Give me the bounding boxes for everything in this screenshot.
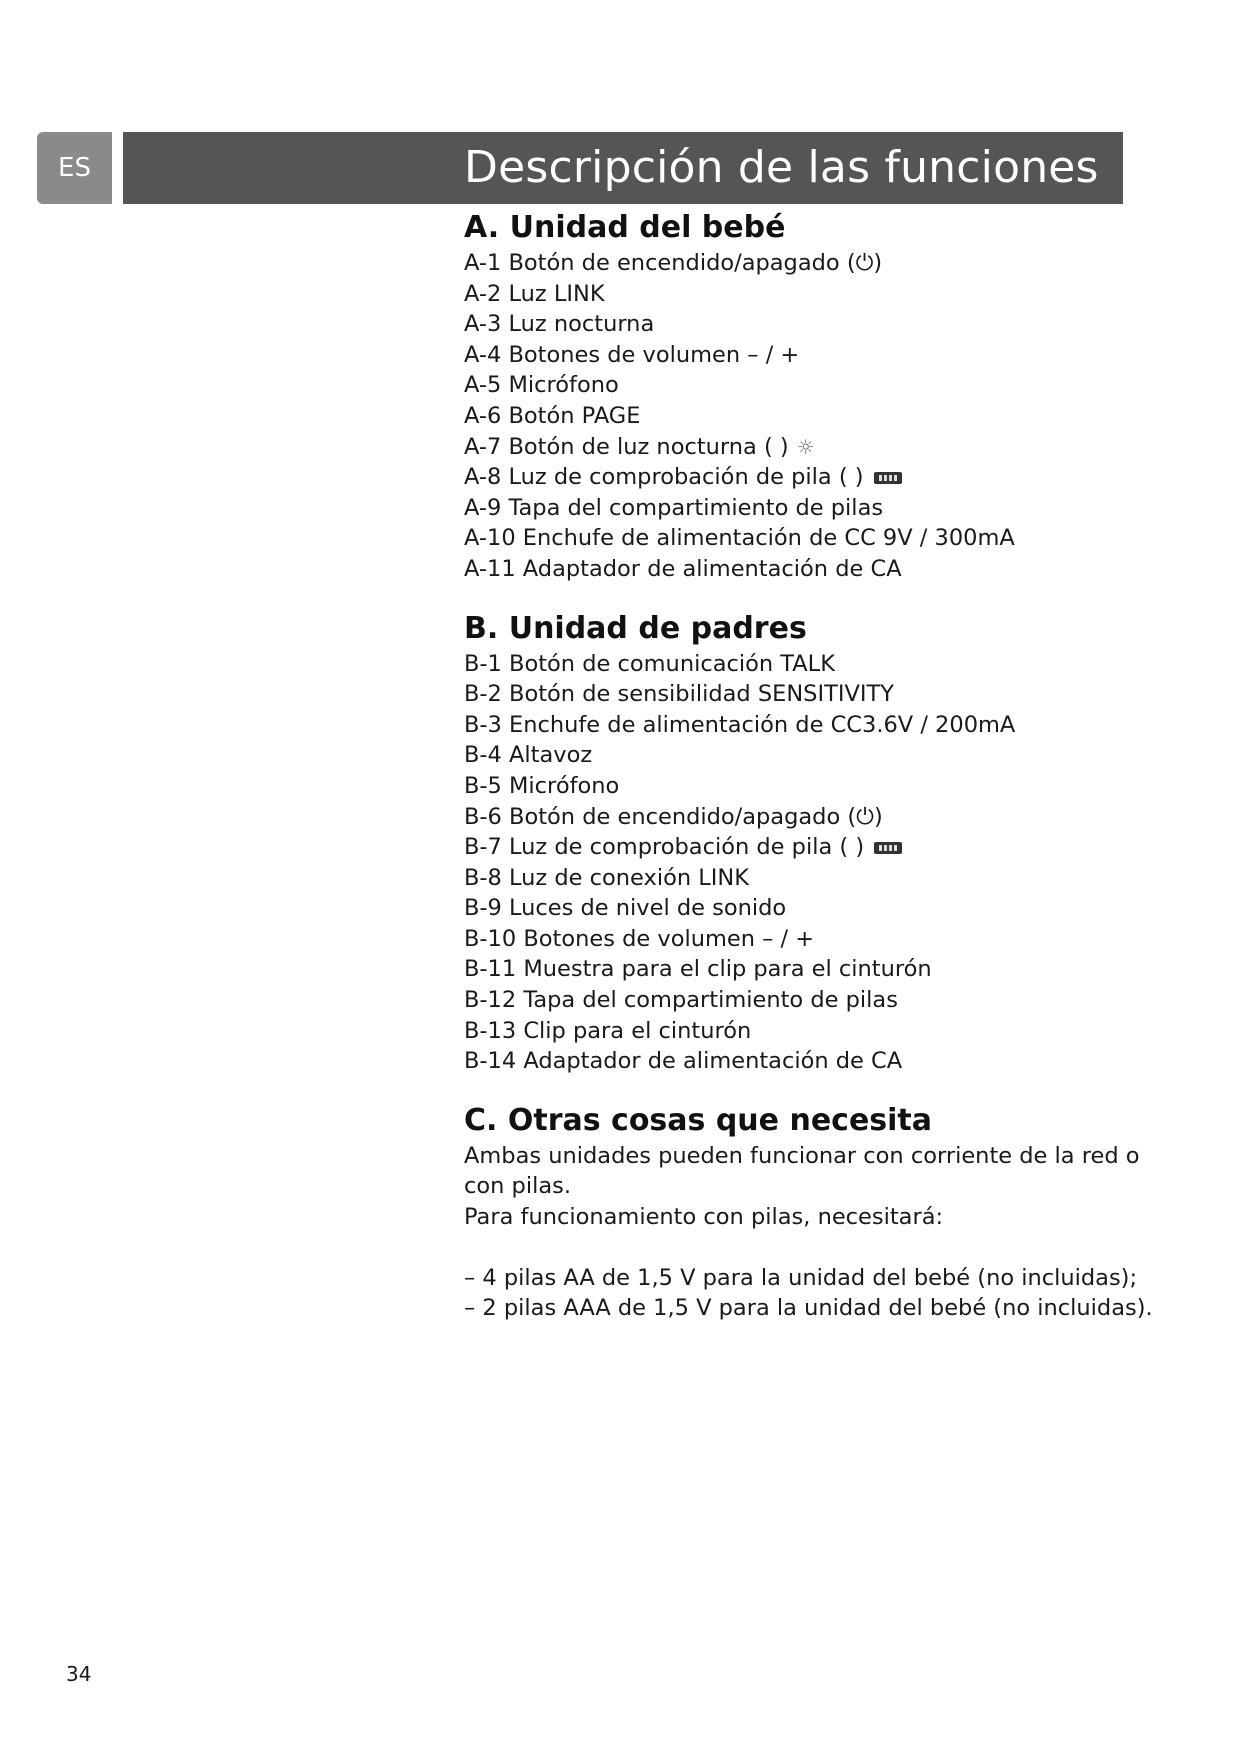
section-baby-unit: [464, 210, 1164, 585]
list-item: A-4 Botones de volumen – / +: [464, 341, 800, 368]
language-tab: ES: [37, 132, 112, 204]
list-item: A-3 Luz nocturna: [464, 311, 655, 338]
list-item-text: A-7 Botón de luz nocturna ( ): [464, 433, 789, 460]
list-item: B-11 Muestra para el clip para el cinturón: [464, 956, 932, 983]
battery-icon: [874, 842, 902, 854]
bullet-item: – 4 pilas AA de 1,5 V para la unidad del bebé (no incluidas);: [464, 1264, 1138, 1291]
section-title-b: B. Unidad de padres: [464, 610, 807, 646]
list-item: B-5 Micrófono: [464, 772, 620, 799]
list-item: B-4 Altavoz: [464, 742, 593, 769]
list-item: B-13 Clip para el cinturón: [464, 1017, 752, 1044]
paragraph: con pilas.: [464, 1173, 571, 1200]
content: [464, 210, 1164, 1350]
list-item: B-14 Adaptador de alimentación de CA: [464, 1048, 903, 1075]
list-item-text: B-7 Luz de comprobación de pila ( ): [464, 834, 865, 861]
list-item: A-10 Enchufe de alimentación de CC 9V / 300mA: [464, 525, 1015, 552]
paragraph: Para funcionamiento con pilas, necesitará:: [464, 1204, 944, 1231]
night-light-icon: ☼: [796, 434, 815, 459]
list-item-battery: [464, 462, 1164, 493]
list-item: A-5 Micrófono: [464, 372, 619, 399]
list-item: B-3 Enchufe de alimentación de CC3.6V / 200mA: [464, 711, 1016, 738]
list-item: B-2 Botón de sensibilidad SENSITIVITY: [464, 681, 894, 708]
baby-unit-list: [464, 248, 1164, 585]
list-item-text: A-8 Luz de comprobación de pila ( ): [464, 464, 864, 491]
list-item: B-12 Tapa del compartimiento de pilas: [464, 987, 898, 1014]
battery-icon: [874, 472, 902, 484]
list-item: A-9 Tapa del compartimiento de pilas: [464, 494, 884, 521]
list-item: A-1 Botón de encendido/apagado (⏻): [464, 250, 883, 276]
list-item-battery: [464, 832, 1164, 863]
parent-unit-list: [464, 649, 1164, 1077]
section-title-a: A. Unidad del bebé: [464, 210, 786, 245]
list-item: B-1 Botón de comunicación TALK: [464, 650, 835, 677]
section-parent-unit: [464, 611, 1164, 1077]
bullet-item: – 2 pilas AAA de 1,5 V para la unidad del bebé (no incluidas).: [464, 1295, 1153, 1322]
list-item-night-light: [464, 432, 1164, 463]
section-other-needs: [464, 1103, 1164, 1324]
page-number: 34: [66, 1662, 92, 1686]
spacer: [464, 1233, 1164, 1263]
list-item: A-2 Luz LINK: [464, 280, 605, 307]
list-item: B-10 Botones de volumen – / +: [464, 925, 815, 952]
list-item: A-11 Adaptador de alimentación de CA: [464, 555, 902, 582]
list-item: A-6 Botón PAGE: [464, 402, 641, 429]
section-title-c: C. Otras cosas que necesita: [464, 1102, 933, 1138]
list-item: B-8 Luz de conexión LINK: [464, 864, 750, 891]
list-item: B-9 Luces de nivel de sonido: [464, 895, 787, 922]
list-item: B-6 Botón de encendido/apagado (⏻): [464, 803, 883, 830]
paragraph: Ambas unidades pueden funcionar con corriente de la red o: [464, 1142, 1140, 1169]
page-title: Descripción de las funciones: [464, 142, 1099, 193]
